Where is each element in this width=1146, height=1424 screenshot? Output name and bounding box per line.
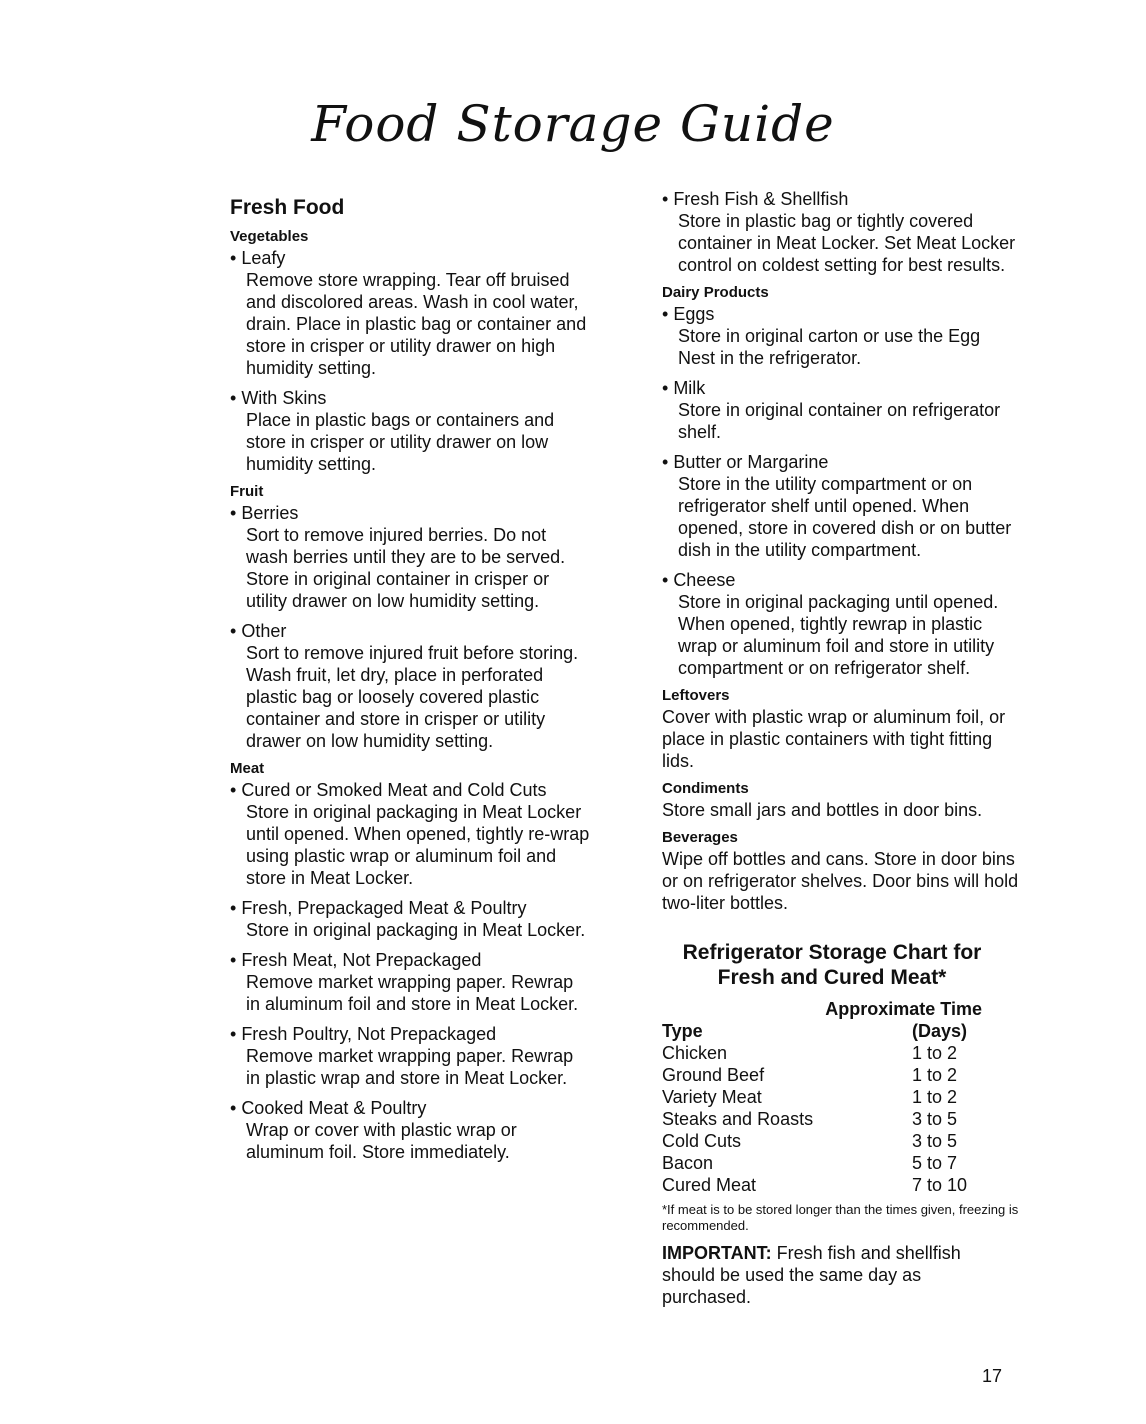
item-text: Remove market wrapping paper. Rewrap in aluminum foil and store in Meat Locker.: [246, 972, 579, 1014]
item-text: Store in the utility compartment or on refrigerator shelf until opened. When opened, store in covered dish or on butter dish in the utility compartment.: [678, 474, 1012, 560]
row-type: Ground Beef: [662, 1065, 765, 1085]
row-type: Cured Meat: [662, 1175, 757, 1195]
list-item: [662, 188, 1022, 276]
row-type: Variety Meat: [662, 1087, 762, 1107]
table-row: [662, 1152, 982, 1174]
condiments-heading: Condiments: [662, 780, 749, 797]
item-text: Store in original packaging in Meat Locker until opened. When opened, tightly re-wrap using plastic wrap or aluminum foil and store in Meat Locker.: [246, 802, 590, 888]
list-item: [230, 620, 590, 752]
dairy-heading: Dairy Products: [662, 284, 769, 301]
list-item: [662, 303, 1022, 369]
item-text: Store in plastic bag or tightly covered container in Meat Locker. Set Meat Locker control on coldest setting for best results.: [678, 211, 1016, 275]
list-item: [230, 897, 590, 941]
important-text: Fresh fish and shellfish should be used the same day as purchased.: [662, 1243, 961, 1307]
row-type: Steaks and Roasts: [662, 1109, 814, 1129]
beverages-heading: Beverages: [662, 829, 738, 846]
list-item: [662, 569, 1022, 679]
item-title: • Eggs: [662, 303, 1022, 325]
item-text: Place in plastic bags or containers and store in crisper or utility drawer on low humidity setting.: [246, 410, 555, 474]
item-title: • Cured or Smoked Meat and Cold Cuts: [230, 779, 590, 801]
chart-header-days: (Days): [912, 1021, 968, 1041]
table-row: [662, 1064, 982, 1086]
chart-title-line2: Fresh and Cured Meat*: [717, 966, 947, 989]
item-text: Remove store wrapping. Tear off bruised and discolored areas. Wash in cool water, drain. Place in plastic bag or container and store in crisper or utility drawer on high humidity setting.: [246, 270, 587, 378]
chart-header-approx: Approximate Time: [825, 999, 982, 1019]
item-text: Sort to remove injured berries. Do not wash berries until they are to be served. Store in original container in crisper or utility drawer on low humidity setting.: [246, 525, 566, 611]
chart-header-row: [662, 1020, 982, 1042]
row-type: Bacon: [662, 1153, 714, 1173]
item-text: Store in original container on refrigerator shelf.: [678, 400, 1001, 442]
list-item: [230, 1097, 590, 1163]
item-title: • Berries: [230, 502, 590, 524]
chart-footnote: *If meat is to be stored longer than the times given, freezing is recommended.: [662, 1202, 1019, 1233]
storage-chart-title: [662, 940, 1002, 990]
beverages-text: Wipe off bottles and cans. Store in door bins or on refrigerator shelves. Door bins will hold two-liter bottles.: [662, 849, 1019, 913]
fruit-heading: Fruit: [230, 483, 264, 500]
item-title: • Other: [230, 620, 590, 642]
item-text: Wrap or cover with plastic wrap or aluminum foil. Store immediately.: [246, 1120, 517, 1162]
item-title: • Leafy: [230, 247, 590, 269]
fresh-food-heading: Fresh Food: [230, 196, 345, 219]
row-days: 7 to 10: [912, 1175, 968, 1195]
item-text: Remove market wrapping paper. Rewrap in plastic wrap and store in Meat Locker.: [246, 1046, 574, 1088]
item-title: • Milk: [662, 377, 1022, 399]
vegetables-heading: Vegetables: [230, 228, 309, 245]
item-title: • With Skins: [230, 387, 590, 409]
table-row: [662, 1130, 982, 1152]
chart-header-type: Type: [662, 1021, 703, 1041]
item-title: • Fresh, Prepackaged Meat & Poultry: [230, 897, 590, 919]
item-text: Store in original packaging until opened. When opened, tightly rewrap in plastic wrap or aluminum foil and store in utility compartment or on refrigerator shelf.: [678, 592, 999, 678]
list-item: [230, 502, 590, 612]
list-item: [230, 779, 590, 889]
row-days: 5 to 7: [912, 1153, 958, 1173]
table-row: [662, 1174, 982, 1196]
leftovers-heading: Leftovers: [662, 687, 730, 704]
row-type: Cold Cuts: [662, 1131, 742, 1151]
condiments-text: Store small jars and bottles in door bins.: [662, 800, 983, 820]
row-days: 1 to 2: [912, 1065, 958, 1085]
item-text: Sort to remove injured fruit before storing. Wash fruit, let dry, place in perforated plastic bag or loosely covered plastic container and store in crisper or utility drawer on low humidity setting.: [246, 643, 579, 751]
list-item: [662, 451, 1022, 561]
chart-title-line1: Refrigerator Storage Chart for: [682, 941, 982, 964]
list-item: [230, 1023, 590, 1089]
list-item: [662, 377, 1022, 443]
important-note: [662, 1242, 992, 1308]
list-item: [230, 949, 590, 1015]
page-title: Food Storage Guide: [311, 95, 835, 153]
list-item: [230, 247, 590, 379]
row-days: 1 to 2: [912, 1043, 958, 1063]
row-days: 3 to 5: [912, 1109, 958, 1129]
meat-heading: Meat: [230, 760, 265, 777]
list-item: [230, 387, 590, 475]
storage-chart: [662, 998, 982, 1196]
item-title: • Fresh Meat, Not Prepackaged: [230, 949, 590, 971]
item-title: • Cooked Meat & Poultry: [230, 1097, 590, 1119]
table-row: [662, 1108, 982, 1130]
item-text: Store in original packaging in Meat Locker.: [246, 920, 586, 940]
page-number: 17: [982, 1366, 1003, 1386]
left-column: [230, 196, 590, 1171]
row-days: 1 to 2: [912, 1087, 958, 1107]
table-row: [662, 1042, 982, 1064]
item-text: Store in original carton or use the Egg Nest in the refrigerator.: [678, 326, 981, 368]
item-title: • Cheese: [662, 569, 1022, 591]
item-title: • Fresh Poultry, Not Prepackaged: [230, 1023, 590, 1045]
table-row: [662, 1086, 982, 1108]
right-column: [662, 188, 1022, 1308]
item-title: • Butter or Margarine: [662, 451, 1022, 473]
leftovers-text: Cover with plastic wrap or aluminum foil, or place in plastic containers with tight fitting lids.: [662, 707, 1006, 771]
row-days: 3 to 5: [912, 1131, 958, 1151]
important-label: IMPORTANT:: [662, 1243, 772, 1263]
row-type: Chicken: [662, 1043, 728, 1063]
item-title: • Fresh Fish & Shellfish: [662, 188, 1022, 210]
